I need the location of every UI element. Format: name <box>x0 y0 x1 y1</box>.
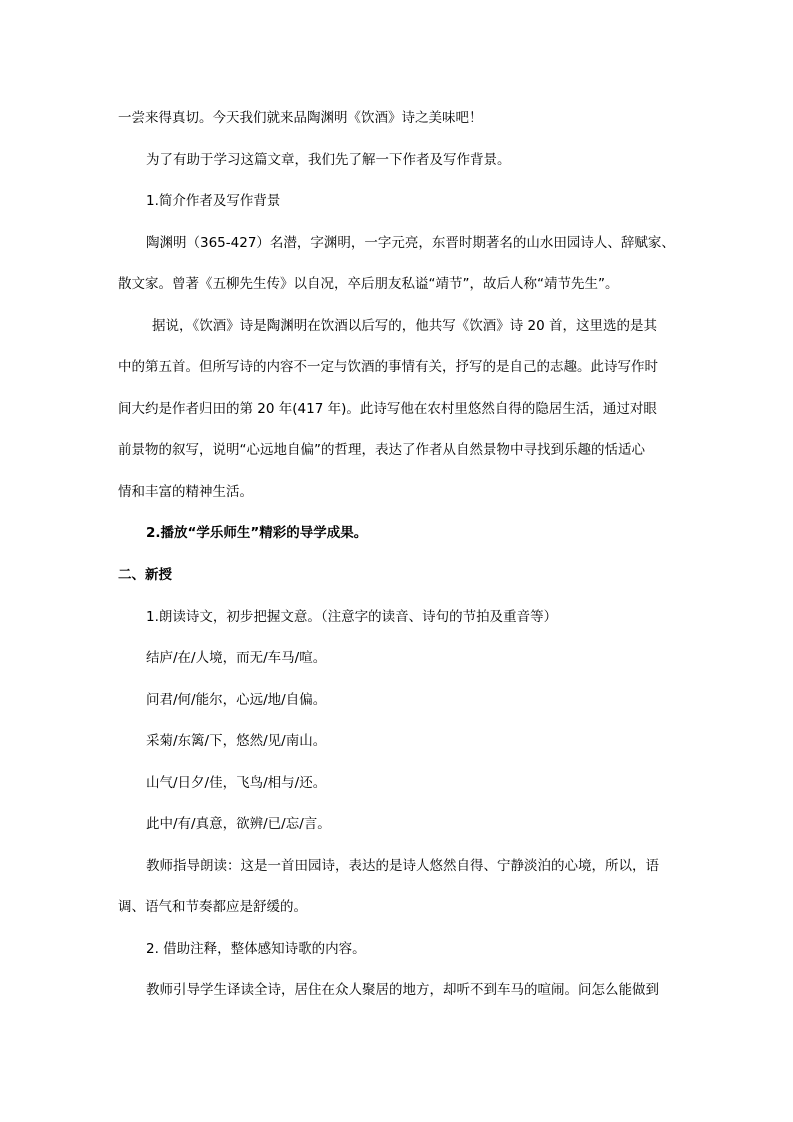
section-heading: 2.播放“学乐师生”精彩的导学成果。 <box>146 525 368 541</box>
paragraph-line: 中的第五首。但所写诗的内容不一定与饮酒的事情有关，抒写的是自己的志趣。此诗写作时 <box>118 359 658 375</box>
section-heading: 1.朗读诗文，初步把握文意。（注意字的读音、诗句的节拍及重音等） <box>146 609 558 625</box>
paragraph-line: 陶渊明（365-427）名潜，字渊明，一字元亮，东晋时期著名的山水田园诗人、辞赋家、 <box>146 235 675 251</box>
paragraph-line: 情和丰富的精神生活。 <box>118 484 253 500</box>
poem-line: 结庐/在/人境，而无/车马/喧。 <box>146 650 327 666</box>
paragraph-line: 间大约是作者归田的第 20 年(417 年)。此诗写他在农村里悠然自得的隐居生活，通过对眼 <box>118 401 657 417</box>
section-heading: 2. 借助注释，整体感知诗歌的内容。 <box>146 941 366 957</box>
paragraph-line: 一尝来得真切。今天我们就来品陶渊明《饮酒》诗之美味吧！ <box>118 110 483 126</box>
poem-line: 此中/有/真意，欲辨/已/忘/言。 <box>146 816 331 832</box>
paragraph-line: 教师指导朗读：这是一首田园诗，表达的是诗人悠然自得、宁静淡泊的心境，所以，语 <box>146 858 659 874</box>
paragraph-line: 散文家。曾著《五柳先生传》以自况，卒后朋友私谥“靖节”，故后人称“靖节先生”。 <box>118 276 619 292</box>
paragraph-line: 据说，《饮酒》诗是陶渊明在饮酒以后写的，他共写《饮酒》诗 20 首，这里选的是其 <box>152 318 658 334</box>
section-heading: 二、新授 <box>118 567 172 583</box>
paragraph-line: 前景物的叙写，说明“心远地自偏”的哲理，表达了作者从自然景物中寻找到乐趣的恬适心 <box>118 442 645 458</box>
paragraph-line: 为了有助于学习这篇文章，我们先了解一下作者及写作背景。 <box>146 152 511 168</box>
poem-line: 采菊/东篱/下，悠然/见/南山。 <box>146 733 327 749</box>
poem-line: 山气/日夕/佳，飞鸟/相与/还。 <box>146 775 327 791</box>
poem-line: 问君/何/能尔，心远/地/自偏。 <box>146 692 327 708</box>
paragraph-line: 教师引导学生译读全诗，居住在众人聚居的地方，却听不到车马的喧闹。问怎么能做到 <box>146 982 659 998</box>
paragraph-line: 调、语气和节奏都应是舒缓的。 <box>118 899 307 915</box>
section-heading: 1.简介作者及写作背景 <box>146 193 281 209</box>
